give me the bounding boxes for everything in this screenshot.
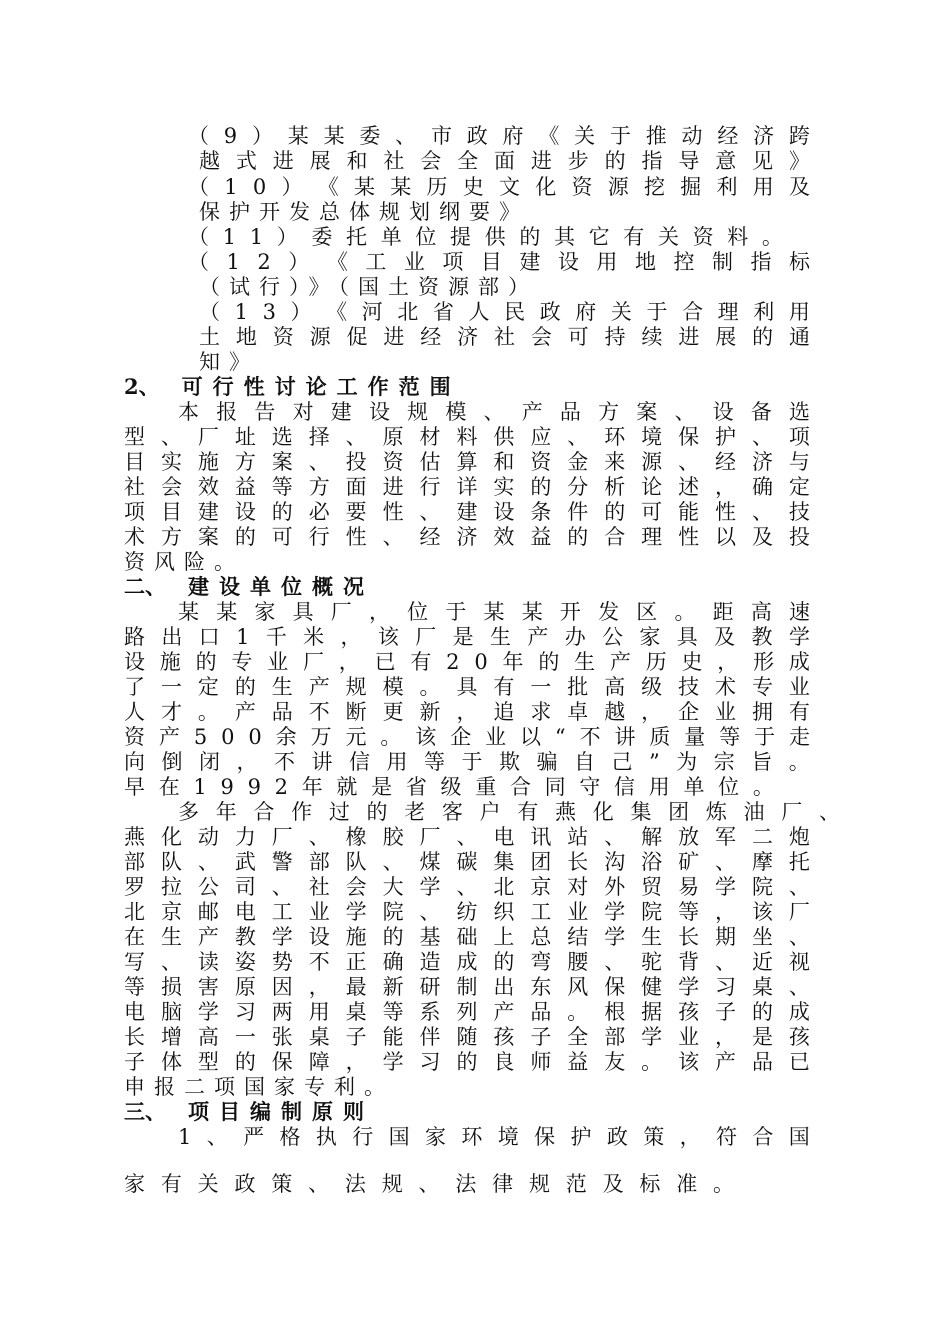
scope-body-line: 型 、 厂 址 选 择 、 原 材 料 供 应 、 环 境 保 护 、 项 [124, 425, 810, 449]
reference-item-12-line-2: （试行）》（国土资源部） [199, 275, 538, 299]
section-number: 2、 [124, 374, 160, 399]
reference-item-9-line-1: （ 9 ） 某 某 委 、 市 政 府 《 关 于 推 动 经 济 跨 [188, 124, 810, 148]
company-para1-line: 人 才 。 产 品 不 断 更 新 ， 追 求 卓 越 ， 企 业 拥 有 [124, 700, 810, 724]
company-para1-line: 早 在 1 9 9 2 年 就 是 省 级 重 合 同 守 信 用 单 位 。 [124, 775, 774, 799]
principle-item-1-line-1: 1 、 严 格 执 行 国 家 环 境 保 护 政 策 ， 符 合 国 [178, 1125, 810, 1149]
reference-item-13-line-3: 知》 [199, 350, 259, 374]
company-para1-line: 路 出 口 1 千 米 ， 该 厂 是 生 产 办 公 家 具 及 教 学 [124, 625, 810, 649]
company-para2-line: 在 生 产 教 学 设 施 的 基 础 上 总 结 学 生 长 期 坐 、 [124, 925, 810, 949]
section-number: 三、 [124, 1099, 166, 1124]
reference-item-11-line-1: （ 1 1 ） 委 托 单 位 提 供 的 其 它 有 关 资 料 。 [188, 225, 783, 249]
reference-item-13-line-2: 土 地 资 源 促 进 经 济 社 会 可 持 续 进 展 的 通 [199, 325, 810, 349]
company-para1-line: 某 某 家 具 厂 ， 位 于 某 某 开 发 区 。 距 高 速 [178, 600, 810, 624]
company-para2-line: 写 、 读 姿 势 不 正 确 造 成 的 弯 腰 、 驼 背 、 近 视 [124, 950, 810, 974]
company-para2-line: 长 增 高 一 张 桌 子 能 伴 随 孩 子 全 部 学 业 ， 是 孩 [124, 1025, 810, 1049]
principle-item-1-line-2: 家 有 关 政 策 、 法 规 、 法 律 规 范 及 标 准 。 [124, 1172, 734, 1196]
company-para2-line: 北 京 邮 电 工 业 学 院 、 纺 织 工 业 学 院 等 ， 该 厂 [124, 900, 810, 924]
company-para2-line: 电 脑 学 习 两 用 桌 等 系 列 产 品 。 根 据 孩 子 的 成 [124, 1000, 810, 1024]
company-para2-line: 等 损 害 原 因 ， 最 新 研 制 出 东 风 保 健 学 习 桌 、 [124, 975, 810, 999]
scope-body-line: 术 方 案 的 可 行 性 、 经 济 效 益 的 合 理 性 以 及 投 [124, 525, 810, 549]
reference-item-12-line-1: （ 1 2 ） 《 工 业 项 目 建 设 用 地 控 制 指 标 [188, 250, 810, 274]
company-para1-line: 设 施 的 专 业 厂 ， 已 有 2 0 年 的 生 产 历 史 ， 形 成 [124, 650, 810, 674]
scope-body-line: 资风险。 [124, 550, 244, 574]
scope-body-line: 项 目 建 设 的 必 要 性 、 建 设 条 件 的 可 能 性 、 技 [124, 500, 810, 524]
scope-body-line: 本 报 告 对 建 设 规 模 、 产 品 方 案 、 设 备 选 [178, 400, 810, 424]
scope-body-line: 社 会 效 益 等 方 面 进 行 详 实 的 分 析 论 述 ， 确 定 [124, 475, 810, 499]
company-para2-line: 申报二项国家专利。 [124, 1075, 394, 1099]
reference-item-10-line-1: （ 1 0 ） 《 某 某 历 史 文 化 资 源 挖 掘 利 用 及 [188, 175, 810, 199]
scope-body-line: 目 实 施 方 案 、 投 资 估 算 和 资 金 来 源 、 经 济 与 [124, 450, 810, 474]
reference-item-10-line-2: 保护开发总体规划纲要》 [199, 200, 529, 224]
section-title: 项目编制原则 [188, 1099, 374, 1124]
company-para2-line: 燕 化 动 力 厂 、 橡 胶 厂 、 电 讯 站 、 解 放 军 二 炮 [124, 825, 810, 849]
company-para1-line: 了 一 定 的 生 产 规 模 。 具 有 一 批 高 级 技 术 专 业 [124, 675, 810, 699]
company-para2-line: 子 体 型 的 保 障 ， 学 习 的 良 师 益 友 。 该 产 品 已 [124, 1050, 810, 1074]
section-number: 二、 [124, 574, 166, 599]
section-title: 建设单位概况 [188, 574, 374, 599]
company-para1-line: 资 产 5 0 0 余 万 元 。 该 企 业 以 “ 不 讲 质 量 等 于 走 [124, 725, 810, 749]
section-heading-principles [124, 1100, 374, 1124]
reference-item-9-line-2: 越 式 进 展 和 社 会 全 面 进 步 的 指 导 意 见 》 [199, 149, 810, 173]
company-para2-line: 多 年 合 作 过 的 老 客 户 有 燕 化 集 团 炼 油 厂 、 [178, 800, 840, 824]
company-para1-line: 向 倒 闭 ， 不 讲 信 用 等 于 欺 骗 自 己 ” 为 宗 旨 。 [124, 750, 810, 774]
company-para2-line: 部 队 、 武 警 部 队 、 煤 碳 集 团 长 沟 浴 矿 、 摩 托 [124, 850, 810, 874]
section-title: 可行性讨论工作范围 [181, 374, 461, 399]
company-para2-line: 罗 拉 公 司 、 社 会 大 学 、 北 京 对 外 贸 易 学 院 、 [124, 875, 810, 899]
section-heading-scope [124, 375, 461, 399]
section-heading-company [124, 575, 374, 599]
reference-item-13-line-1: （ 1 3 ） 《 河 北 省 人 民 政 府 关 于 合 理 利 用 [199, 300, 810, 324]
